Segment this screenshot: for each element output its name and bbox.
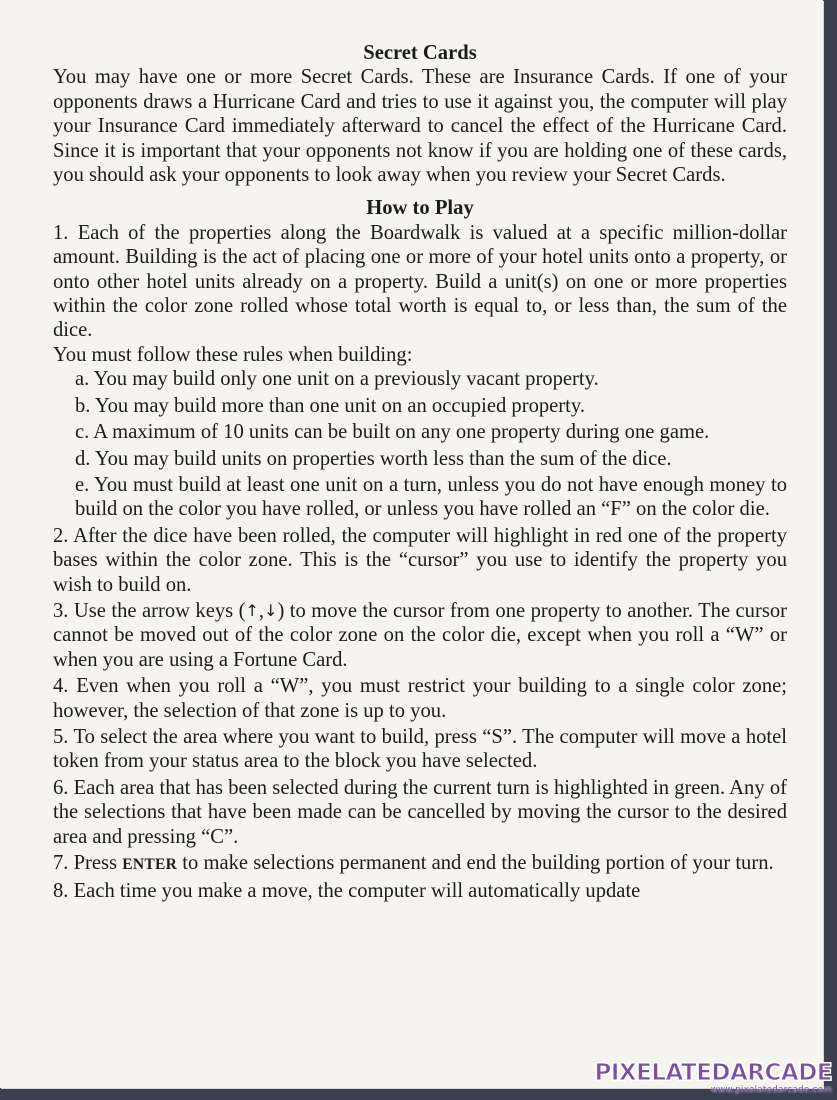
how-to-play-steps	[53, 221, 787, 904]
rule-text: a. You may build only one unit on a previously vacant property.	[75, 368, 599, 391]
step-5-text: 5. To select the area where you want to build, press “S”. The computer will move a hotel token from your status area to the block you have selected.	[53, 725, 787, 773]
step-7-text	[53, 851, 787, 877]
step-2	[53, 524, 787, 597]
rule-text: c. A maximum of 10 units can be built on any one property during one game.	[75, 421, 710, 444]
enter-key-label: ENTER	[122, 856, 178, 873]
manual-content	[53, 41, 787, 904]
step-6	[53, 776, 787, 849]
watermark-title: PIXELATEDARCADE	[594, 1060, 832, 1086]
secret-cards-paragraph: You may have one or more Secret Cards. These are Insurance Cards. If one of your opponents draws a Hurricane Card and tries to use it against you, the computer will play your Insurance Card immediately afterward to cancel the effect of the Hurricane Card. Since it is important that your opponents not know if you are holding one of these cards, you should ask your opponents to look away when you review your Secret Cards.	[53, 66, 787, 187]
building-rule-b	[75, 394, 787, 418]
step-2-text: 2. After the dice have been rolled, the computer will highlight in red one of the property bases within the color zone. This is the “cursor” you use to identify the property you wish to build on.	[53, 524, 787, 596]
watermark	[594, 1061, 832, 1095]
arrow-up-icon: ↑	[245, 600, 259, 620]
step-3-before: 3. Use the arrow keys (	[53, 599, 246, 622]
step-3-text	[53, 599, 787, 672]
step-3	[53, 599, 787, 672]
building-rule-d	[75, 447, 787, 471]
arrow-separator: ,	[258, 599, 265, 622]
step-1	[53, 221, 787, 522]
step-1-text: 1. Each of the properties along the Boardwalk is valued at a specific million-dollar amount. Building is the act of placing one or more of your hotel units onto a property, or onto other hotel units already on a property. Build a unit(s) on one or more properties within the color zone rolled whose total worth is equal to, or less than, the sum of the dice.	[53, 221, 787, 342]
building-rule-a	[75, 367, 787, 391]
building-rule-e	[75, 473, 787, 522]
secret-cards-heading: Secret Cards	[363, 42, 477, 64]
step-5	[53, 725, 787, 774]
step-4-text: 4. Even when you roll a “W”, you must restrict your building to a single color zone; however, the selection of that zone is up to you.	[53, 675, 787, 722]
step-7-before: 7. Press	[53, 852, 123, 874]
rule-text: e. You must build at least one unit on a turn, unless you do not have enough money to build on the color you have rolled, or unless you have rolled an “F” on the color die.	[75, 473, 787, 521]
step-4	[53, 674, 787, 723]
watermark-url: www.pixelatedarcade.com	[710, 1085, 832, 1095]
step-7-after: to make selections permanent and end the building portion of your turn.	[177, 852, 774, 874]
step-3-after: ) to move the cursor from one property to another. The cursor cannot be moved out of the color zone on the color die, except when you roll a “W” or when you are using a Fortune Card.	[53, 599, 787, 671]
how-to-play-heading: How to Play	[366, 197, 474, 220]
building-rule-c	[75, 420, 787, 444]
arrow-down-icon: ↓	[264, 600, 278, 620]
step-8-text: 8. Each time you make a move, the computer will automatically update	[53, 880, 641, 903]
step-7	[53, 851, 787, 877]
step-6-text: 6. Each area that has been selected during the current turn is highlighted in green. Any of the selections that have been made can be cancelled by moving the cursor to the desired area and pressing “C”.	[53, 776, 787, 848]
rule-text: d. You may build units on properties worth less than the sum of the dice.	[75, 447, 672, 470]
step-8	[53, 879, 787, 903]
building-rules-list	[53, 367, 787, 521]
rule-text: b. You may build more than one unit on an occupied property.	[75, 394, 585, 417]
rules-intro: You must follow these rules when building:	[53, 343, 413, 366]
